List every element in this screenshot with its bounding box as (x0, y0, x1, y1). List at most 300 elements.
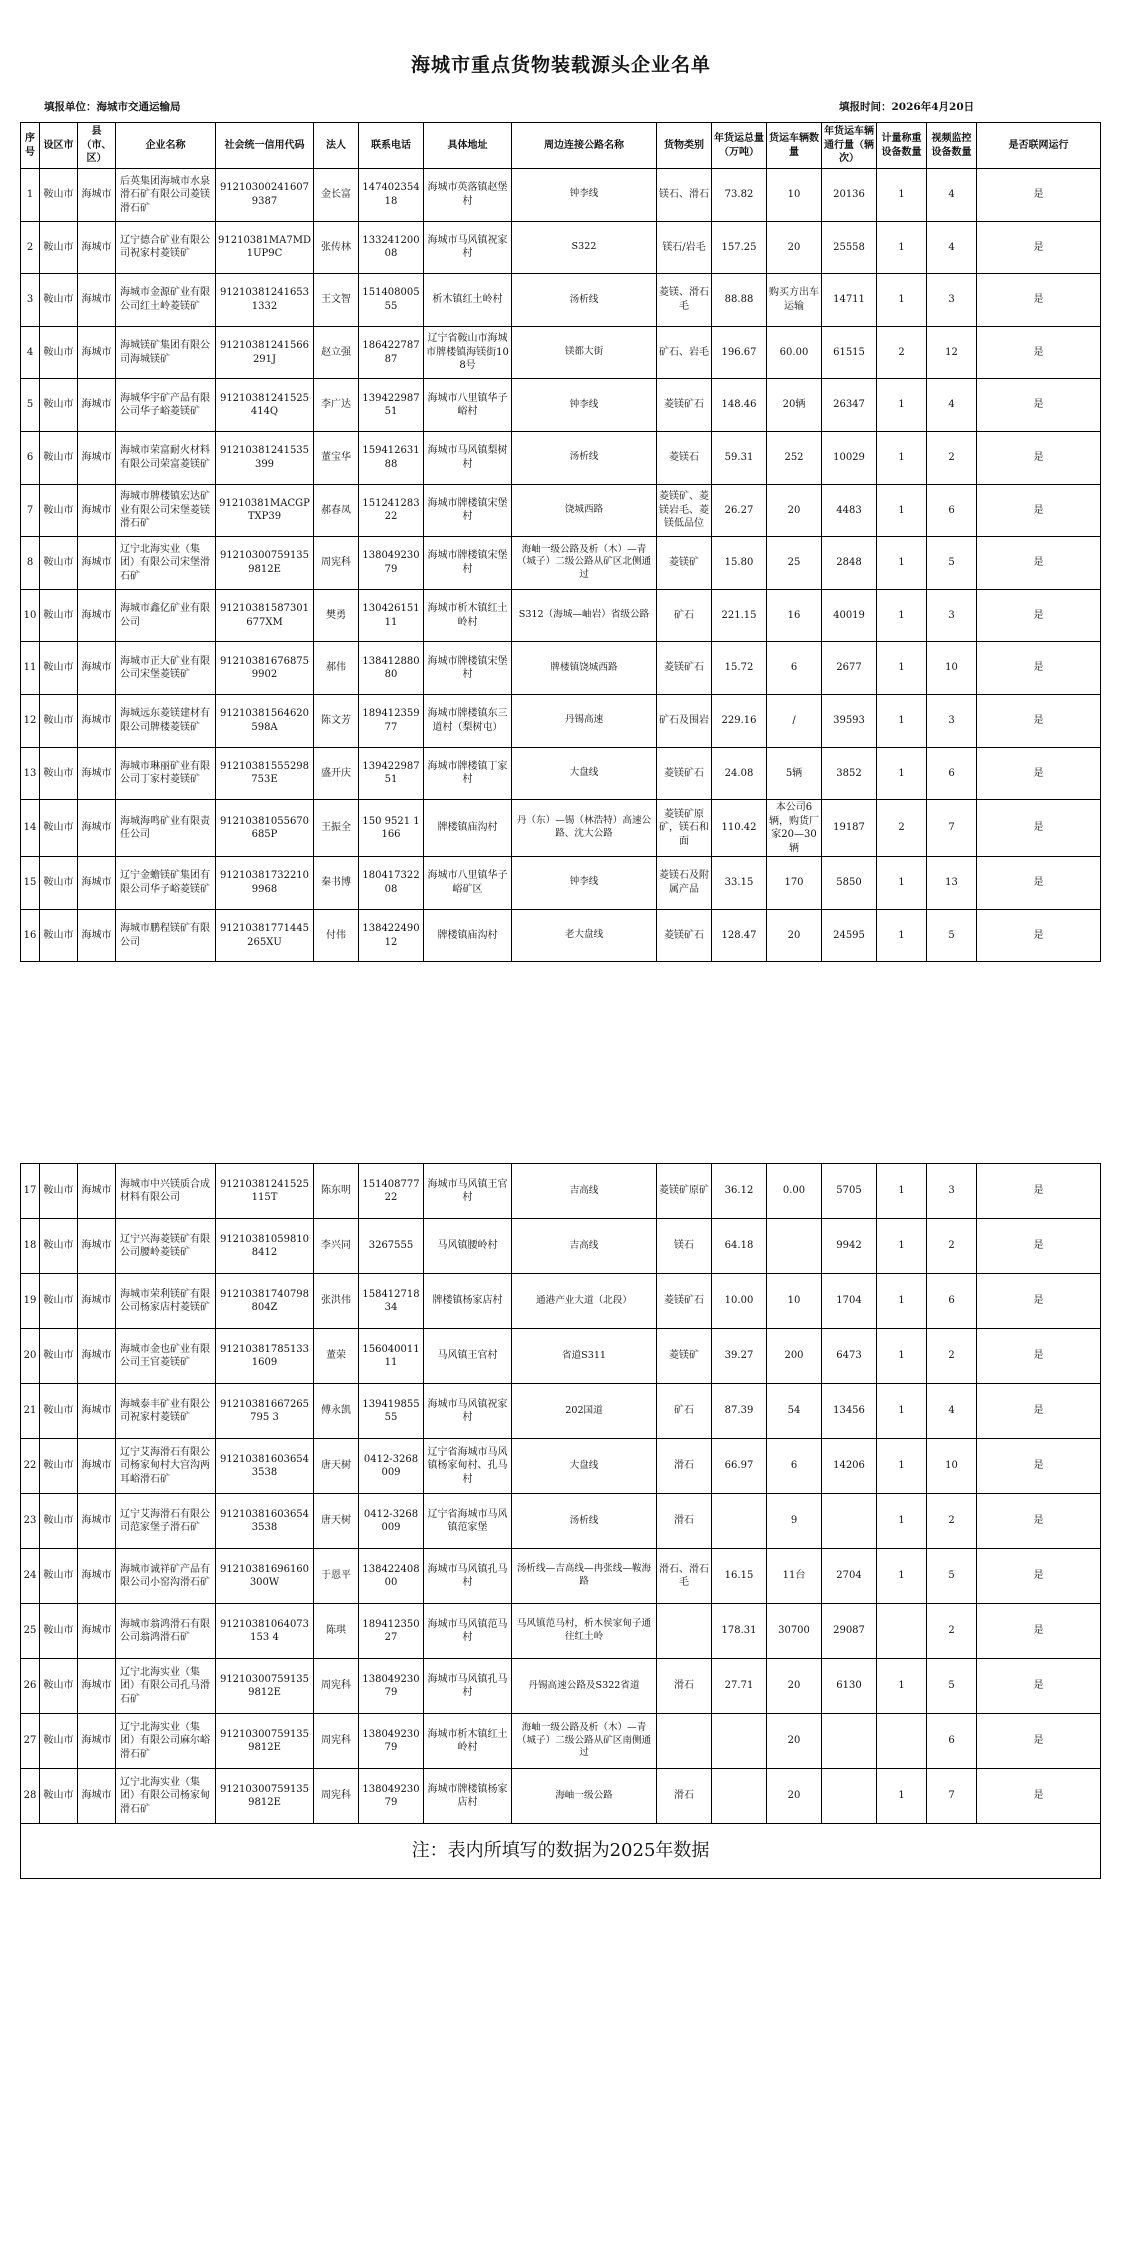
table-cell: 海城远东菱镁建材有限公司牌楼菱镁矿 (116, 694, 216, 747)
table-cell: 鞍山市 (40, 1439, 78, 1494)
table-cell: 21 (21, 1384, 40, 1439)
table-cell: 10 (767, 1274, 822, 1329)
table-cell: 8 (21, 537, 40, 590)
table-cell: 912103810598108412 (216, 1219, 314, 1274)
table-cell: 20 (767, 909, 822, 962)
table-cell: 是 (977, 1714, 1101, 1769)
table-cell: 郝伟 (314, 642, 359, 695)
table-cell: 海城市牌楼镇宏达矿业有限公司宋堡菱镁滑石矿 (116, 484, 216, 537)
table-cell: 海城泰丰矿业有限公司祝家村菱镁矿 (116, 1384, 216, 1439)
table-cell: 丹锡高速公路及S322省道 (512, 1659, 657, 1714)
table-row (21, 1659, 1101, 1714)
table-cell: 辽宁省鞍山市海城市牌楼镇海镁街108号 (424, 326, 512, 379)
table-cell: 15941263188 (359, 431, 424, 484)
table-cell: S322 (512, 221, 657, 274)
table-cell: 辽宁省海城市马风镇范家堡 (424, 1494, 512, 1549)
table-cell (767, 1219, 822, 1274)
table-cell: 海城市琳丽矿业有限公司丁家村菱镁矿 (116, 747, 216, 800)
table-cell: 鞍山市 (40, 1219, 78, 1274)
table-cell: 海城市 (78, 857, 116, 910)
table-cell: 辽宁北海实业（集团）有限公司宋堡滑石矿 (116, 537, 216, 590)
table-cell: 1 (877, 1219, 927, 1274)
table-cell: 10 (21, 589, 40, 642)
table-cell: 滑石 (657, 1439, 712, 1494)
table-cell: 2 (927, 1329, 977, 1384)
table-cell: 是 (977, 1494, 1101, 1549)
table-cell: 912103816768759902 (216, 642, 314, 695)
table-cell: 1 (877, 642, 927, 695)
table-cell: 海城市 (78, 537, 116, 590)
table-cell: 马风镇王官村 (424, 1329, 512, 1384)
table-cell: 2 (21, 221, 40, 274)
table-cell: 菱镁矿石 (657, 642, 712, 695)
table-cell: 6 (767, 1439, 822, 1494)
table-cell: 26.27 (712, 484, 767, 537)
table-cell: 5 (927, 1549, 977, 1604)
table-cell: 5 (927, 1659, 977, 1714)
table-cell: 14740235418 (359, 169, 424, 222)
table-cell: 本公司6辆，购货厂家20—30辆 (767, 800, 822, 857)
table-cell: 王文智 (314, 274, 359, 327)
table-cell: 1 (877, 1164, 927, 1219)
table-cell: 马风镇范马村，析木侯家甸子通往红土岭 (512, 1604, 657, 1659)
table-cell: 229.16 (712, 694, 767, 747)
table-cell: 912103816036543538 (216, 1494, 314, 1549)
table-cell: 汤析线 (512, 274, 657, 327)
table-cell: 25 (767, 537, 822, 590)
table-cell: 海城市 (78, 909, 116, 962)
enterprise-table-part1 (20, 122, 1101, 962)
table-cell: 金长富 (314, 169, 359, 222)
table-cell: 海城市金也矿业有限公司王官菱镁矿 (116, 1329, 216, 1384)
table-cell: 鞍山市 (40, 379, 78, 432)
table-cell: 1 (877, 221, 927, 274)
table-cell: 16 (767, 589, 822, 642)
table-cell: 91210381667265795 3 (216, 1384, 314, 1439)
table-cell: 1 (877, 169, 927, 222)
table-cell: 海城市 (78, 589, 116, 642)
table-cell: 王振全 (314, 800, 359, 857)
table-row (21, 431, 1101, 484)
header-cell: 计量称重设备数量 (877, 123, 927, 169)
table-cell: 13 (21, 747, 40, 800)
table-cell: 10.00 (712, 1274, 767, 1329)
table-row (21, 747, 1101, 800)
table-cell: 海城市牌楼镇丁家村 (424, 747, 512, 800)
table-cell: 菱镁矿 (657, 537, 712, 590)
table-cell: 202国道 (512, 1384, 657, 1439)
table-row (21, 274, 1101, 327)
table-cell: 海城市 (78, 1494, 116, 1549)
table-row (21, 1549, 1101, 1604)
table-row (21, 379, 1101, 432)
table-cell: 4 (927, 1384, 977, 1439)
table-cell: 海城市马风镇范马村 (424, 1604, 512, 1659)
table-cell: 郝春凤 (314, 484, 359, 537)
table-cell: 析木镇红土岭村 (424, 274, 512, 327)
header-cell: 是否联网运行 (977, 123, 1101, 169)
table-cell: 是 (977, 1439, 1101, 1494)
table-cell: 菱镁矿原矿 (657, 1164, 712, 1219)
table-cell: 9942 (822, 1219, 877, 1274)
table-cell: 饶城西路 (512, 484, 657, 537)
table-cell (712, 1494, 767, 1549)
table-cell: 19 (21, 1274, 40, 1329)
table-cell: 1 (877, 909, 927, 962)
table-cell: 省道S311 (512, 1329, 657, 1384)
table-cell: 13942298751 (359, 747, 424, 800)
table-cell: 周宪科 (314, 1659, 359, 1714)
table-cell: 海城镁矿集团有限公司海城镁矿 (116, 326, 216, 379)
table-cell: 0412-3268009 (359, 1494, 424, 1549)
table-cell: 海城市马风镇王官村 (424, 1164, 512, 1219)
table-cell: 91210381241525414Q (216, 379, 314, 432)
table-cell: 17 (21, 1164, 40, 1219)
table-cell: 汤析线—吉高线—冉张线—鞍海路 (512, 1549, 657, 1604)
table-cell: 2 (927, 1604, 977, 1659)
table-row (21, 694, 1101, 747)
table-cell: 菱镁、滑石毛 (657, 274, 712, 327)
table-cell: 13456 (822, 1384, 877, 1439)
table-body-part2 (21, 1164, 1101, 1824)
table-cell: 菱镁矿、菱镁岩毛、菱镁低品位 (657, 484, 712, 537)
table-row (21, 221, 1101, 274)
table-cell: 鞍山市 (40, 326, 78, 379)
table-cell: 海城市 (78, 1549, 116, 1604)
table-cell: 是 (977, 857, 1101, 910)
table-cell: 20 (767, 1659, 822, 1714)
table-cell: 87.39 (712, 1384, 767, 1439)
table-cell: 15 (21, 857, 40, 910)
table-cell: 海城市 (78, 326, 116, 379)
table-cell: 54 (767, 1384, 822, 1439)
table-cell: 66.97 (712, 1439, 767, 1494)
table-cell: 傅永凯 (314, 1384, 359, 1439)
table-cell: 20136 (822, 169, 877, 222)
table-cell: 912103816036543538 (216, 1439, 314, 1494)
table-cell: 牌楼镇庙沟村 (424, 909, 512, 962)
table-cell: 镁都大街 (512, 326, 657, 379)
table-cell: 28 (21, 1769, 40, 1824)
table-cell: 33.15 (712, 857, 767, 910)
table-cell: 董荣 (314, 1329, 359, 1384)
table-cell: 牌楼镇杨家店村 (424, 1274, 512, 1329)
table-cell: 海城市 (78, 221, 116, 274)
table-cell: 是 (977, 800, 1101, 857)
table-cell: 后英集团海城市水泉滑石矿有限公司菱镁滑石矿 (116, 169, 216, 222)
table-cell: 14711 (822, 274, 877, 327)
table-cell: 5辆 (767, 747, 822, 800)
table-cell: 6 (767, 642, 822, 695)
table-cell: 钟李线 (512, 169, 657, 222)
table-cell: 14 (21, 800, 40, 857)
table-cell: 4483 (822, 484, 877, 537)
table-row (21, 642, 1101, 695)
table-row (21, 800, 1101, 857)
table-cell: 2848 (822, 537, 877, 590)
table-cell: 滑石、滑石毛 (657, 1549, 712, 1604)
table-cell: 鞍山市 (40, 589, 78, 642)
table-cell: 大盘线 (512, 747, 657, 800)
table-cell: 辽宁北海实业（集团）有限公司孔马滑石矿 (116, 1659, 216, 1714)
table-cell: 22 (21, 1439, 40, 1494)
table-cell: 3 (927, 589, 977, 642)
table-cell: 海城市 (78, 1439, 116, 1494)
table-row (21, 1164, 1101, 1219)
table-cell: 5 (21, 379, 40, 432)
table-cell: 海城市 (78, 484, 116, 537)
table-cell: 马风镇腰岭村 (424, 1219, 512, 1274)
table-cell: 20辆 (767, 379, 822, 432)
table-cell: 24 (21, 1549, 40, 1604)
table-cell: 牌楼镇饶城西路 (512, 642, 657, 695)
table-cell: 矿石、岩毛 (657, 326, 712, 379)
table-cell: 海城市牌楼镇宋堡村 (424, 484, 512, 537)
table-cell: 鞍山市 (40, 537, 78, 590)
table-cell: 1 (877, 1384, 927, 1439)
table-cell: 海城市 (78, 1274, 116, 1329)
table-cell: 菱镁矿原矿，镁石和面 (657, 800, 712, 857)
table-cell: 24.08 (712, 747, 767, 800)
table-cell: 6 (927, 747, 977, 800)
table-cell: 1 (877, 274, 927, 327)
note-row (21, 1824, 1101, 1879)
table-cell: 海城市八里镇华子峪矿区 (424, 857, 512, 910)
table-cell (877, 1604, 927, 1659)
table-cell: 陈东明 (314, 1164, 359, 1219)
table-cell: 是 (977, 1604, 1101, 1659)
table-cell: 赵立强 (314, 326, 359, 379)
table-cell (712, 1769, 767, 1824)
table-cell: 13 (927, 857, 977, 910)
table-cell: 39593 (822, 694, 877, 747)
table-cell: 15140800555 (359, 274, 424, 327)
table-cell: 91210381241566291J (216, 326, 314, 379)
table-cell: 秦书博 (314, 857, 359, 910)
table-cell: 海城市荣利镁矿有限公司杨家店村菱镁矿 (116, 1274, 216, 1329)
table-cell: 鞍山市 (40, 221, 78, 274)
table-cell: 汤析线 (512, 431, 657, 484)
table-row (21, 1769, 1101, 1824)
table-cell: 鞍山市 (40, 1384, 78, 1439)
table-cell: 是 (977, 1549, 1101, 1604)
table-cell: 辽宁金蟾镁矿集团有限公司华子峪菱镁矿 (116, 857, 216, 910)
table-cell: 3 (21, 274, 40, 327)
table-cell: 20 (767, 484, 822, 537)
fill-time: 填报时间：2026年4月20日 (839, 101, 975, 113)
header-cell: 设区市 (40, 123, 78, 169)
table-cell: 1 (877, 1274, 927, 1329)
table-cell: 4 (927, 221, 977, 274)
header-cell: 年货运车辆通行量（辆次） (822, 123, 877, 169)
table-cell: 是 (977, 484, 1101, 537)
table-cell: 13842249012 (359, 909, 424, 962)
header-cell: 具体地址 (424, 123, 512, 169)
table-cell: 镁石、滑石 (657, 169, 712, 222)
table-cell: 13842240800 (359, 1549, 424, 1604)
table-cell: 汤析线 (512, 1494, 657, 1549)
table-cell: 鞍山市 (40, 1659, 78, 1714)
table-cell: 鞍山市 (40, 431, 78, 484)
table-cell: 912103817322109968 (216, 857, 314, 910)
table-cell: 3852 (822, 747, 877, 800)
table-cell: 鞍山市 (40, 1164, 78, 1219)
table-cell: 15140877722 (359, 1164, 424, 1219)
header-cell: 年货运总量（万吨） (712, 123, 767, 169)
table-cell: 海城市荣富耐火材料有限公司荣富菱镁矿 (116, 431, 216, 484)
table-cell: 5 (927, 537, 977, 590)
table-cell: 912103817851331609 (216, 1329, 314, 1384)
table-cell: 是 (977, 1164, 1101, 1219)
table-cell: 1 (877, 537, 927, 590)
table-cell: 是 (977, 221, 1101, 274)
table-cell: 是 (977, 537, 1101, 590)
table-cell: 13942298751 (359, 379, 424, 432)
table-cell: 91210381MA7MD1UP9C (216, 221, 314, 274)
table-cell: 海城市诚祥矿产品有限公司小窑沟滑石矿 (116, 1549, 216, 1604)
table-cell: 10 (927, 1439, 977, 1494)
table-cell: 10 (767, 169, 822, 222)
table-cell: 91210381241535399 (216, 431, 314, 484)
table-cell (822, 1714, 877, 1769)
table-cell: 912103007591359812E (216, 537, 314, 590)
table-cell: 36.12 (712, 1164, 767, 1219)
table-cell: 2 (927, 1494, 977, 1549)
table-cell: 矿石 (657, 589, 712, 642)
table-cell: 鞍山市 (40, 747, 78, 800)
table-cell: 海城市 (78, 800, 116, 857)
table-cell: 178.31 (712, 1604, 767, 1659)
table-cell: 周宪科 (314, 537, 359, 590)
table-cell: 通港产业大道（北段） (512, 1274, 657, 1329)
table-cell: 9 (767, 1494, 822, 1549)
table-cell: 912103007591359812E (216, 1769, 314, 1824)
table-cell: 1 (877, 379, 927, 432)
table-cell: 海城市析木镇红土岭村 (424, 589, 512, 642)
table-cell: 海城市鹏程镁矿有限公司 (116, 909, 216, 962)
table-cell: 唐天树 (314, 1494, 359, 1549)
table-cell: 海城市 (78, 642, 116, 695)
table-cell: 是 (977, 326, 1101, 379)
table-cell: 6473 (822, 1329, 877, 1384)
table-cell: 27 (21, 1714, 40, 1769)
header-cell: 企业名称 (116, 123, 216, 169)
table-cell: 丹（东）—锡（林浩特）高速公路、沈大公路 (512, 800, 657, 857)
table-cell: 912103002416079387 (216, 169, 314, 222)
table-cell: 148.46 (712, 379, 767, 432)
table-cell: 40019 (822, 589, 877, 642)
table-cell: 157.25 (712, 221, 767, 274)
table-cell: 4 (927, 379, 977, 432)
table-cell: 61515 (822, 326, 877, 379)
table-cell: 5850 (822, 857, 877, 910)
table-cell: 196.67 (712, 326, 767, 379)
table-cell: 是 (977, 431, 1101, 484)
table-cell: 7 (21, 484, 40, 537)
table-cell: 6 (927, 1274, 977, 1329)
header-cell: 序号 (21, 123, 40, 169)
table-cell: 25558 (822, 221, 877, 274)
table-cell: S312（海城—岫岩）省级公路 (512, 589, 657, 642)
table-cell: 海城市 (78, 1769, 116, 1824)
table-cell: 13804923079 (359, 537, 424, 590)
table-cell: 0412-3268009 (359, 1439, 424, 1494)
table-cell: 付伟 (314, 909, 359, 962)
table-cell: 牌楼镇庙沟村 (424, 800, 512, 857)
table-cell: 辽宁北海实业（集团）有限公司杨家甸滑石矿 (116, 1769, 216, 1824)
table-cell: 海城市 (78, 747, 116, 800)
table-cell: 4 (927, 169, 977, 222)
table-cell: 11台 (767, 1549, 822, 1604)
table-cell (822, 1769, 877, 1824)
table-cell: 鞍山市 (40, 484, 78, 537)
table-cell: 海城市析木镇红土岭村 (424, 1714, 512, 1769)
table-cell: 23 (21, 1494, 40, 1549)
table-cell: 91210381241525115T (216, 1164, 314, 1219)
table-cell: 海城市中兴镁质合成材料有限公司 (116, 1164, 216, 1219)
table-cell: 15124128322 (359, 484, 424, 537)
table-body-part1 (21, 169, 1101, 962)
table-cell: 是 (977, 1274, 1101, 1329)
table-cell: 3 (927, 274, 977, 327)
table-cell: 10 (927, 642, 977, 695)
table-cell: 912103007591359812E (216, 1714, 314, 1769)
table-cell: 73.82 (712, 169, 767, 222)
table-cell (657, 1714, 712, 1769)
table-cell: 3 (927, 694, 977, 747)
table-cell: 矿石 (657, 1384, 712, 1439)
table-cell: 5705 (822, 1164, 877, 1219)
table-cell: 鞍山市 (40, 1769, 78, 1824)
table-cell: 2 (927, 431, 977, 484)
table-cell: 海岫一级公路及析（木）—青（城子）二级公路从矿区北侧通过 (512, 537, 657, 590)
table-cell: 1 (877, 1494, 927, 1549)
table-cell: 海城市 (78, 1384, 116, 1439)
table-cell: 李广达 (314, 379, 359, 432)
table-cell: 菱镁石 (657, 431, 712, 484)
table-cell: 周宪科 (314, 1769, 359, 1824)
table-header-row (21, 123, 1101, 169)
table-cell: 24595 (822, 909, 877, 962)
header-cell: 社会统一信用代码 (216, 123, 314, 169)
table-cell: 15.72 (712, 642, 767, 695)
table-cell: 海城市八里镇华子峪村 (424, 379, 512, 432)
table-cell (877, 1714, 927, 1769)
table-cell: 海城海鸣矿业有限责任公司 (116, 800, 216, 857)
enterprise-table-part2 (20, 1163, 1101, 1879)
table-cell: 鞍山市 (40, 274, 78, 327)
table-cell: 购买方出车运输 (767, 274, 822, 327)
table-cell: 1 (877, 857, 927, 910)
table-cell: 2677 (822, 642, 877, 695)
table-cell: 221.15 (712, 589, 767, 642)
table-cell: 海城市鑫亿矿业有限公司 (116, 589, 216, 642)
table-cell: 海城市牌楼镇东三道村（梨树屯） (424, 694, 512, 747)
header-cell: 视频监控设备数量 (927, 123, 977, 169)
table-cell: 13324120008 (359, 221, 424, 274)
table-cell: 鞍山市 (40, 1329, 78, 1384)
table-row (21, 1439, 1101, 1494)
table-cell: 海城市翁鸿滑石有限公司翁鸿滑石矿 (116, 1604, 216, 1659)
header-cell: 联系电话 (359, 123, 424, 169)
table-cell: 20 (767, 1714, 822, 1769)
table-cell: 64.18 (712, 1219, 767, 1274)
table-cell: 滑石 (657, 1769, 712, 1824)
table-row (21, 169, 1101, 222)
table-cell: 辽宁艾海滑石有限公司范家堡子滑石矿 (116, 1494, 216, 1549)
table-cell: 7 (927, 1769, 977, 1824)
table-cell: 1 (877, 1659, 927, 1714)
